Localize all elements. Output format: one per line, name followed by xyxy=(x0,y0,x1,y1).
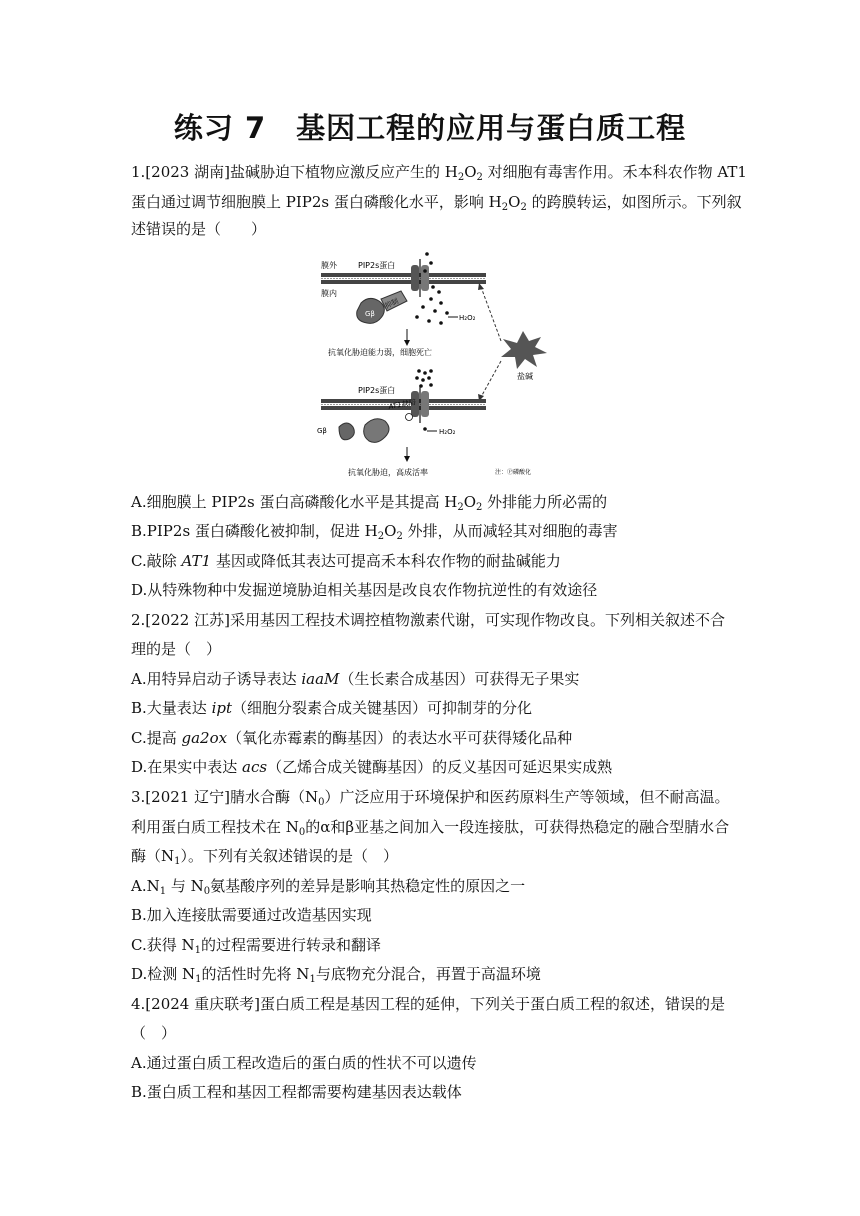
q1-option-a: A.细胞膜上 PIP2s 蛋白高磷酸化水平是其提高 $H_2O_2$ 外排能力所必需的 xyxy=(131,493,608,513)
q4-stem-line2: （ ） xyxy=(131,1024,177,1042)
q4-option-b: B.蛋白质工程和基因工程都需要构建基因表达载体 xyxy=(131,1083,462,1101)
q3-option-a: $A.N_1$ 与 $N_0$氨基酸序列的差异是影响其热稳定性的原因之一 xyxy=(131,877,526,897)
q1-stem-line3: 述错误的是（ ） xyxy=(131,220,267,238)
q3-stem-line2: 利用蛋白质工程技术在 $N_0$的α和β亚基之间加入一段连接肽，可获得热稳定的融合型腈水合 xyxy=(131,818,730,838)
q1-option-c: C.敲除 AT1 基因或降低其表达可提高禾本科农作物的耐盐碱能力 xyxy=(131,552,561,570)
fig-at1-label: AT1缺陷 xyxy=(387,398,416,411)
page-title: 练习 7 基因工程的应用与蛋白质工程 xyxy=(173,111,687,145)
svg-text:抑制: 抑制 xyxy=(383,297,400,311)
q2-option-c: C.提高 ga2ox（氧化赤霉素的酶基因）的表达水平可获得矮化品种 xyxy=(131,729,573,747)
q1-option-d: D.从特殊物种中发掘逆境胁迫相关基因是改良农作物抗逆性的有效途径 xyxy=(131,581,598,599)
q2-stem-line1: 2.[2022 江苏]采用基因工程技术调控植物激素代谢，可实现作物改良。下列相关叙述不合 xyxy=(131,611,725,629)
q3-stem-line3: 酶$(N_1)$。下列有关叙述错误的是（ ） xyxy=(131,847,399,867)
svg-text:Gβ: Gβ xyxy=(365,310,375,318)
q3-option-b: B.加入连接肽需要通过改造基因实现 xyxy=(131,906,372,924)
q3-stem-line1: 3.[2021 辽宁]腈水合酶$(N_0)$广泛应用于环境保护和医药原料生产等领域，但不耐高温。 xyxy=(131,788,730,808)
q1-option-b: B.PIP2s 蛋白磷酸化被抑制，促进 $H_2O_2$ 外排，从而减轻其对细胞的毒害 xyxy=(131,522,618,542)
fig-gbeta-bottom-label: Gβ xyxy=(317,427,327,435)
svg-text:盐碱: 盐碱 xyxy=(517,372,533,381)
gbeta-protein-bottom xyxy=(339,423,354,440)
fig-result-bottom: 抗氧化胁迫，高成活率 xyxy=(348,468,428,477)
top-membrane xyxy=(321,273,486,284)
salt-stress-burst xyxy=(478,283,547,401)
fig-pip2s-bottom-label: PIP2s蛋白 xyxy=(358,386,396,395)
q2-option-d: D.在果实中表达 acs（乙烯合成关键酶基因）的反义基因可延迟果实成熟 xyxy=(131,758,613,776)
q2-option-a: A.用特异启动子诱导表达 iaaM（生长素合成基因）可获得无子果实 xyxy=(131,670,580,688)
q4-option-a: A.通过蛋白质工程改造后的蛋白质的性状不可以遗传 xyxy=(131,1054,477,1072)
q1-stem-line1: 1.[2023 湖南]盐碱胁迫下植物应激反应产生的 $H_2O_2$ 对细胞有毒害作用。禾本科农作物 AT1 xyxy=(131,163,747,183)
gbeta-protein-top xyxy=(357,291,407,323)
q2-stem-line2: 理的是（ ） xyxy=(131,640,222,658)
fig-h2o2-top-label: H₂O₂ xyxy=(459,314,476,322)
pip2s-channel-top xyxy=(411,259,429,297)
fig-inside-label: 膜内 xyxy=(321,289,337,298)
fig-note: 注：Ⓟ磷酸化 xyxy=(495,469,532,476)
q2-option-b: B.大量表达 ipt（细胞分裂素合成关键基因）可抑制芽的分化 xyxy=(131,699,533,717)
fig-h2o2-bottom-label: H₂O₂ xyxy=(439,428,456,436)
fig-outside-label: 膜外 xyxy=(321,261,337,270)
q1-stem-line2: 蛋白通过调节细胞膜上 PIP2s 蛋白磷酸化水平，影响 $H_2O_2$ 的跨膜转运，如图所示。下列叙 xyxy=(131,193,742,213)
q4-stem-line1: 4.[2024 重庆联考]蛋白质工程是基因工程的延伸，下列关于蛋白质工程的叙述，错误的是 xyxy=(131,995,725,1013)
at1-defective-protein xyxy=(364,419,389,443)
fig-result-top: 抗氧化胁迫能力弱，细胞死亡 xyxy=(328,348,432,357)
fig-pip2s-top-label: PIP2s蛋白 xyxy=(358,261,396,270)
membrane-transport-figure xyxy=(313,247,553,485)
q3-option-d: D.检测 $N_1$的活性时先将 $N_1$与底物充分混合，再置于高温环境 xyxy=(131,965,541,985)
q3-option-c: C.获得 $N_1$的过程需要进行转录和翻译 xyxy=(131,936,381,956)
